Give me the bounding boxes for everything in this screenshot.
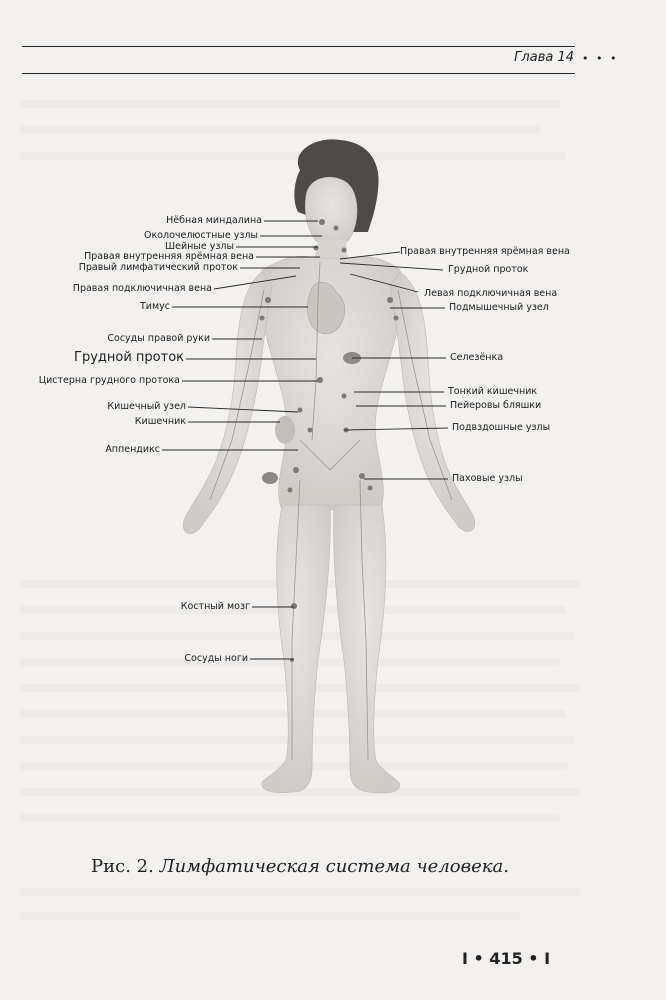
label-leg-vessels: Сосуды ноги [184,653,248,664]
label-peyers-patches: Пейеровы бляшки [450,400,542,411]
caption-prefix: Рис. 2. [91,856,154,877]
label-iliac-nodes: Подвздошные узлы [452,422,551,433]
label-right-internal-jugular-vein: Правая внутренняя ярёмная вена [84,251,254,262]
label-appendix: Аппендикс [105,444,160,455]
appendix-area [262,472,278,484]
label-bone-marrow: Костный мозг [180,601,250,612]
figure-caption [0,856,600,877]
label-submandibular-nodes: Околочелюстные узлы [143,230,258,241]
page-number: I • 415 • I [462,949,551,968]
caption-text: Лимфатическая система человека. [159,856,509,877]
label-thymus: Тимус [140,301,170,312]
label-palatine-tonsil: Нёбная миндалина [166,215,262,226]
label-thoracic-duct-2: Грудной проток [448,264,529,275]
right-leg [262,505,330,793]
label-cisterna-chyli: Цистерна грудного протока [38,375,180,386]
left-leg [334,505,400,793]
label-thoracic-duct: Грудной проток [74,350,184,365]
label-cervical-nodes: Шейные узлы [164,241,234,252]
label-intestinal-node: Кишечный узел [107,401,186,412]
header-dots: • • • [582,52,619,65]
intestine-area [275,416,295,444]
label-spleen: Селезёнка [450,352,504,363]
label-left-subclavian-vein: Левая подключичная вена [424,288,558,299]
label-right-arm-vessels: Сосуды правой руки [107,333,210,344]
label-right-subclavian-vein: Правая подключичная вена [72,283,212,294]
label-small-intestine: Тонкий кишечник [448,386,538,397]
chapter-title: Глава 14 [514,50,574,65]
label-intestine: Кишечник [134,416,186,427]
head [305,177,357,247]
label-right-lymphatic-duct: Правый лимфатический проток [78,262,238,273]
label-inguinal-nodes: Паховые узлы [452,473,523,484]
right-arm [183,272,272,534]
label-axillary-node: Подмышечный узел [449,302,549,313]
label-right-internal-jugular-vein-2: Правая внутренняя ярёмная вена [400,246,570,257]
